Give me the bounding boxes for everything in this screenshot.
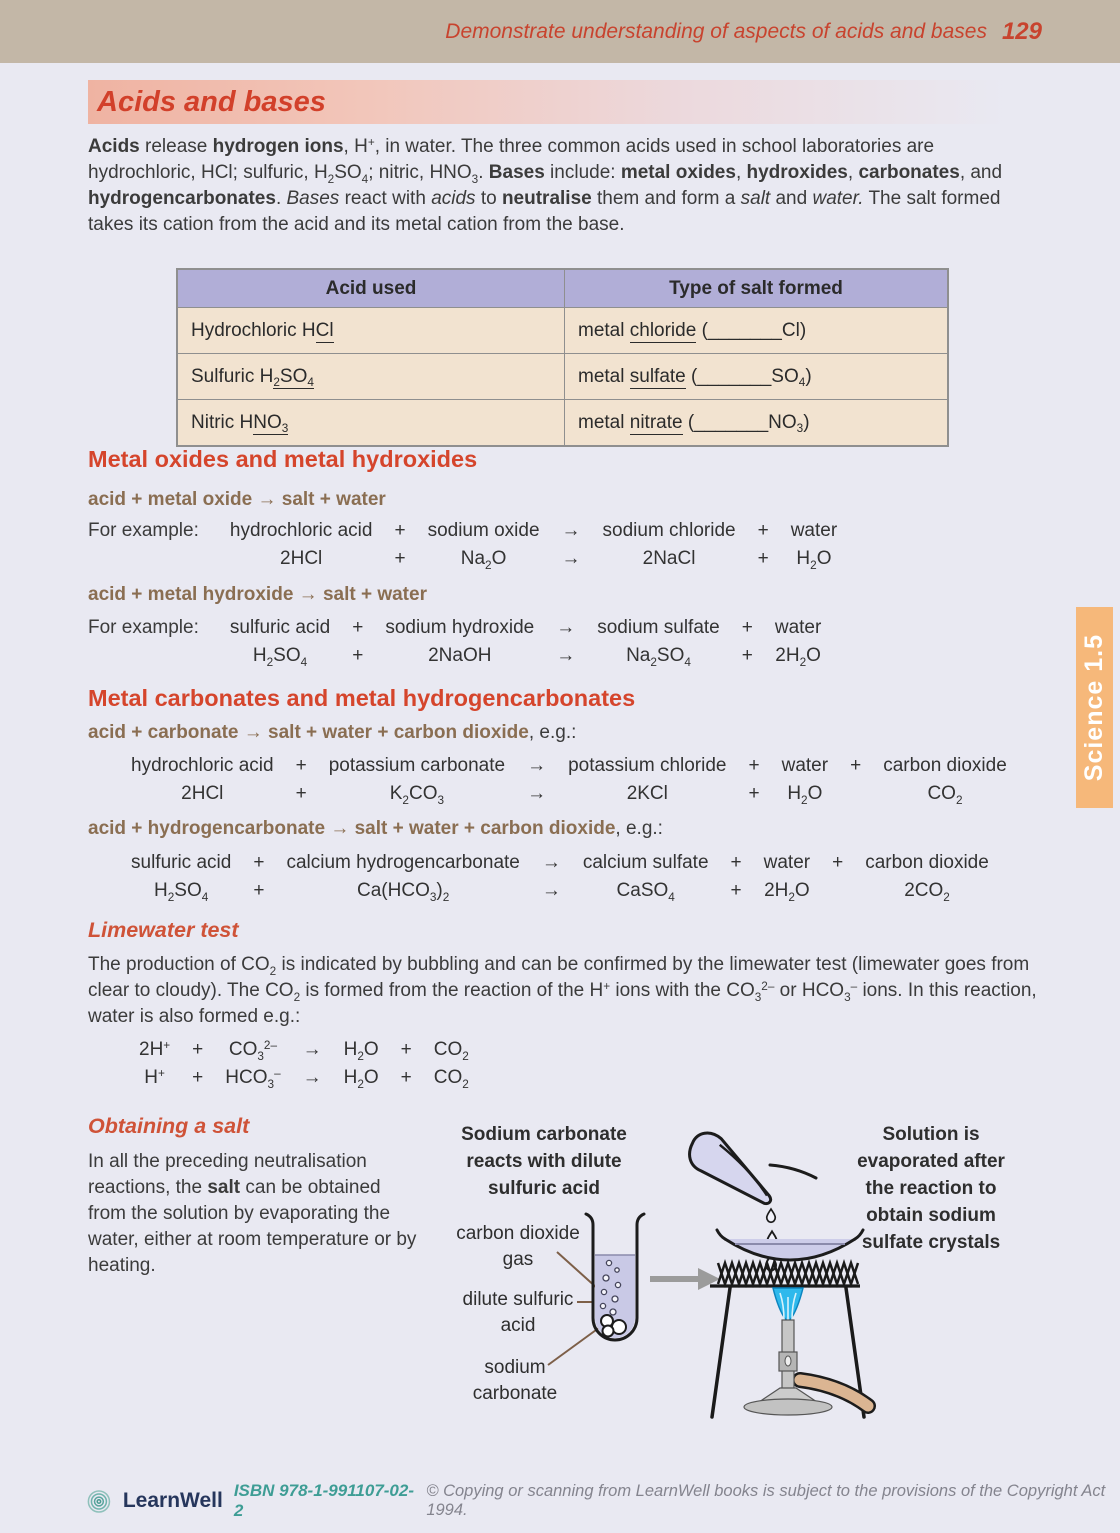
equation-term: sulfuric acid	[131, 852, 232, 873]
equation-term: +	[748, 755, 760, 776]
learnwell-logo-icon	[86, 1488, 112, 1515]
side-tab-label: Science 1.5	[1080, 633, 1108, 782]
equation-term: +	[730, 880, 742, 901]
equation-term: CaSO$_4$	[616, 880, 675, 904]
word-row	[120, 849, 1000, 877]
page-footer	[86, 1481, 1120, 1521]
equation-term: 2NaCl	[642, 548, 696, 569]
equation-term: $CO_3^{2-}$	[228, 1039, 278, 1063]
equation-term: water	[774, 617, 822, 638]
equation-term: water	[781, 755, 829, 776]
example-carbonate	[100, 752, 1018, 808]
equation-term: $K_2CO_3$	[389, 783, 445, 807]
chapter-header-title: Demonstrate understanding of aspects of acids and bases	[445, 19, 987, 43]
equation-hydroxide	[219, 614, 832, 670]
equation-term: calcium hydrogencarbonate	[286, 852, 520, 873]
wire-gauze	[710, 1263, 860, 1286]
equation-term: +	[192, 1067, 204, 1088]
equation-term: →	[302, 1067, 322, 1088]
equation-term: →	[302, 1039, 322, 1060]
equation-term: sodium oxide	[427, 520, 540, 541]
equation-term: +	[352, 645, 364, 666]
heading-metal-oxides: Metal oxides and metal hydroxides	[88, 446, 478, 472]
equation-term: +	[295, 783, 307, 804]
equation-term: +	[741, 645, 753, 666]
equation-term: $H_2O$	[787, 783, 823, 807]
table-row	[177, 400, 948, 447]
equation-term: →	[527, 783, 547, 804]
equation-term: $H_2O$	[343, 1067, 379, 1091]
equation-term: water	[790, 520, 838, 541]
side-tab-science	[1076, 607, 1113, 808]
equation-term: →	[561, 548, 581, 569]
equation-term: 2NaOH	[428, 645, 492, 666]
formula-row	[120, 877, 1000, 905]
test-tube	[586, 1214, 644, 1340]
equation-term: $CO_2$	[433, 1067, 469, 1091]
rule-acid-metal-oxide: acid + metal oxide → salt + water	[88, 489, 386, 510]
word-row	[120, 752, 1018, 780]
equation-term: hydrochloric acid	[131, 755, 274, 776]
equation-term: +	[850, 755, 862, 776]
salt-cell: metal chloride (_______Cl)	[565, 308, 949, 354]
equation-term: $Na_2O$	[460, 548, 507, 572]
rule-acid-carbonate: acid + carbonate → salt + water + carbon dioxide, e.g.:	[88, 722, 577, 743]
equation-term: 2H+	[139, 1039, 171, 1060]
equation-term: sodium sulfate	[597, 617, 720, 638]
label-carbon-dioxide-gas: carbon dioxide gas	[456, 1223, 580, 1270]
intro-paragraph: Acids release hydrogen ions, H+, in water. The three common acids used in school laboratories are hydrochloric, HCl; sulfuric, $H_2SO_4$; nitric, $HNO_3$. Bases include: metal oxides, hydroxides, carbonates, and hydrogencarbonates. Bases react with acids to neutralise them and form a salt and water. The salt formed takes its cation from the acid and its metal cation from the base.	[88, 136, 1003, 235]
equation-term: +	[730, 852, 742, 873]
equation-term: $H_2SO_4$	[252, 645, 308, 669]
diagram-caption-right: Solution is evaporated after the reaction to obtain sodium sulfate crystals	[857, 1124, 1005, 1253]
acid-cell: Nitric $HNO_3$	[177, 400, 565, 447]
equation-term: sulfuric acid	[229, 617, 331, 638]
equation-term: +	[748, 783, 760, 804]
equation-term: $H_2SO_4$	[154, 880, 209, 904]
equation-term: +	[400, 1039, 412, 1060]
equation-term: →	[527, 755, 547, 776]
copyright-text: © Copying or scanning from LearnWell books is subject to the provisions of the Copyright Act 1994.	[426, 1482, 1106, 1519]
ionic-equation-row	[128, 1036, 480, 1064]
equation-term: 2KCl	[626, 783, 668, 804]
equation-term: $2H_2O$	[775, 645, 821, 669]
equation-term: potassium chloride	[568, 755, 727, 776]
label-sodium-carbonate: sodium carbonate	[472, 1357, 558, 1404]
table-row	[177, 354, 948, 400]
column-header-acid: Acid used	[177, 269, 565, 308]
limewater-paragraph: The production of $CO_2$ is indicated by bubbling and can be confirmed by the limewater test (limewater goes from clear to cloudy). The $CO_2$ is formed from the reaction of the H+ ions with the $CO_3^{2-}$ or $HCO_3^-$ ions. In this reaction, water is also formed e.g.:	[88, 954, 1037, 1027]
equation-term: $Na_2SO_4$	[626, 645, 691, 669]
equation-term: +	[400, 1067, 412, 1088]
ionic-equation-row	[128, 1064, 480, 1092]
evaporating-dish	[717, 1230, 863, 1260]
acid-cell: Sulfuric $H_2SO_4$	[177, 354, 565, 400]
equation-term: $HCO_3^-$	[225, 1067, 281, 1091]
column-header-salt: Type of salt formed	[565, 269, 949, 308]
isbn-text: ISBN 978-1-991107-02-2	[233, 1481, 415, 1520]
brand-name: LearnWell	[122, 1489, 223, 1512]
equation-term: hydrochloric acid	[229, 520, 373, 541]
equation-term: +	[757, 548, 769, 569]
equation-term: sodium hydroxide	[385, 617, 535, 638]
formula-row	[120, 780, 1018, 808]
equation-term: →	[556, 645, 576, 666]
equation-term: $H_2O$	[343, 1039, 379, 1063]
equation-term	[821, 877, 854, 905]
equation-term: 2HCl	[280, 548, 323, 569]
acid-salt-table	[176, 268, 949, 447]
equation-term: +	[832, 852, 844, 873]
equation-term: +	[757, 520, 769, 541]
equation-term: →	[541, 852, 561, 873]
example-hydrogencarbonate	[100, 849, 1000, 905]
equation-term: potassium carbonate	[328, 755, 506, 776]
equation-term: +	[295, 755, 307, 776]
arrow-icon	[650, 1268, 720, 1290]
example-oxide: For example: hydrochloric acid + sodium oxide → sodium chloride + water 2HCl + $Na_2O$ → 2NaCl + $H_2O$	[88, 517, 848, 573]
equation-carbonate	[120, 752, 1018, 808]
equation-term: carbon dioxide	[883, 755, 1007, 776]
equation-term: $2H_2O$	[764, 880, 810, 904]
equation-term: →	[556, 617, 576, 638]
obtaining-paragraph: In all the preceding neutralisation reactions, the salt can be obtained from the solution by evaporating the water, either at room temperature or by heating.	[88, 1151, 417, 1276]
section-title: Acids and bases	[97, 85, 326, 118]
table-header-row	[177, 269, 948, 308]
heading-metal-carbonates: Metal carbonates and metal hydrogencarbonates	[88, 685, 636, 711]
equation-hydrogencarbonate	[120, 849, 1000, 905]
equation-term: +	[192, 1039, 204, 1060]
equation-term: 2HCl	[181, 783, 224, 804]
formula-row	[219, 545, 848, 573]
equation-term: H+	[144, 1067, 165, 1088]
experiment-diagram	[440, 1115, 1020, 1450]
equation-term: carbon dioxide	[865, 852, 989, 873]
page-header-bar	[0, 0, 1120, 63]
salt-cell: metal nitrate $(\_\_\_\_\_\_\_NO_3)$	[565, 400, 949, 447]
page-number: 129	[1001, 17, 1042, 45]
equation-term: +	[741, 617, 753, 638]
equation-term: $CO_2$	[433, 1039, 469, 1063]
heading-obtaining-a-salt: Obtaining a salt	[88, 1114, 250, 1138]
word-row	[219, 517, 848, 545]
label-dilute-sulfuric-acid: dilute sulfuric acid	[462, 1289, 574, 1336]
equation-term: +	[253, 852, 265, 873]
diagram-caption-left: Sodium carbonate reacts with dilute sulfuric acid	[461, 1124, 627, 1199]
equation-term: →	[561, 520, 581, 541]
rule-acid-metal-hydroxide: acid + metal hydroxide → salt + water	[88, 584, 427, 605]
equation-term: +	[253, 880, 265, 901]
equation-term: $CO_2$	[927, 783, 963, 807]
heading-limewater-test: Limewater test	[88, 918, 239, 942]
equation-term: →	[541, 880, 561, 901]
equation-term: +	[394, 520, 406, 541]
salt-cell: metal sulfate $(\_\_\_\_\_\_\_SO_4)$	[565, 354, 949, 400]
equation-term: $2CO_2$	[904, 880, 950, 904]
acid-cell: Hydrochloric HCl	[177, 308, 565, 354]
equation-term: calcium sulfate	[582, 852, 709, 873]
limewater-equations	[128, 1036, 480, 1092]
section-banner	[88, 80, 1007, 124]
equation-term: sodium chloride	[602, 520, 736, 541]
table-row	[177, 308, 948, 354]
formula-row	[219, 642, 832, 670]
equation-term: water	[763, 852, 811, 873]
equation-oxide	[219, 517, 848, 573]
equation-term: +	[352, 617, 364, 638]
example-hydroxide: For example: sulfuric acid + sodium hydroxide → sodium sulfate + water $H_2SO_4$ + 2NaOH → $Na_2SO_4$ + $2H_2O$	[88, 614, 832, 670]
word-row	[219, 614, 832, 642]
equation-term: +	[394, 548, 406, 569]
rule-acid-hydrogencarbonate: acid + hydrogencarbonate → salt + water + carbon dioxide, e.g.:	[88, 818, 663, 839]
equation-term	[839, 780, 872, 808]
equation-term: $Ca(HCO_3)_2$	[357, 880, 450, 904]
equation-term: $H_2O$	[796, 548, 832, 572]
